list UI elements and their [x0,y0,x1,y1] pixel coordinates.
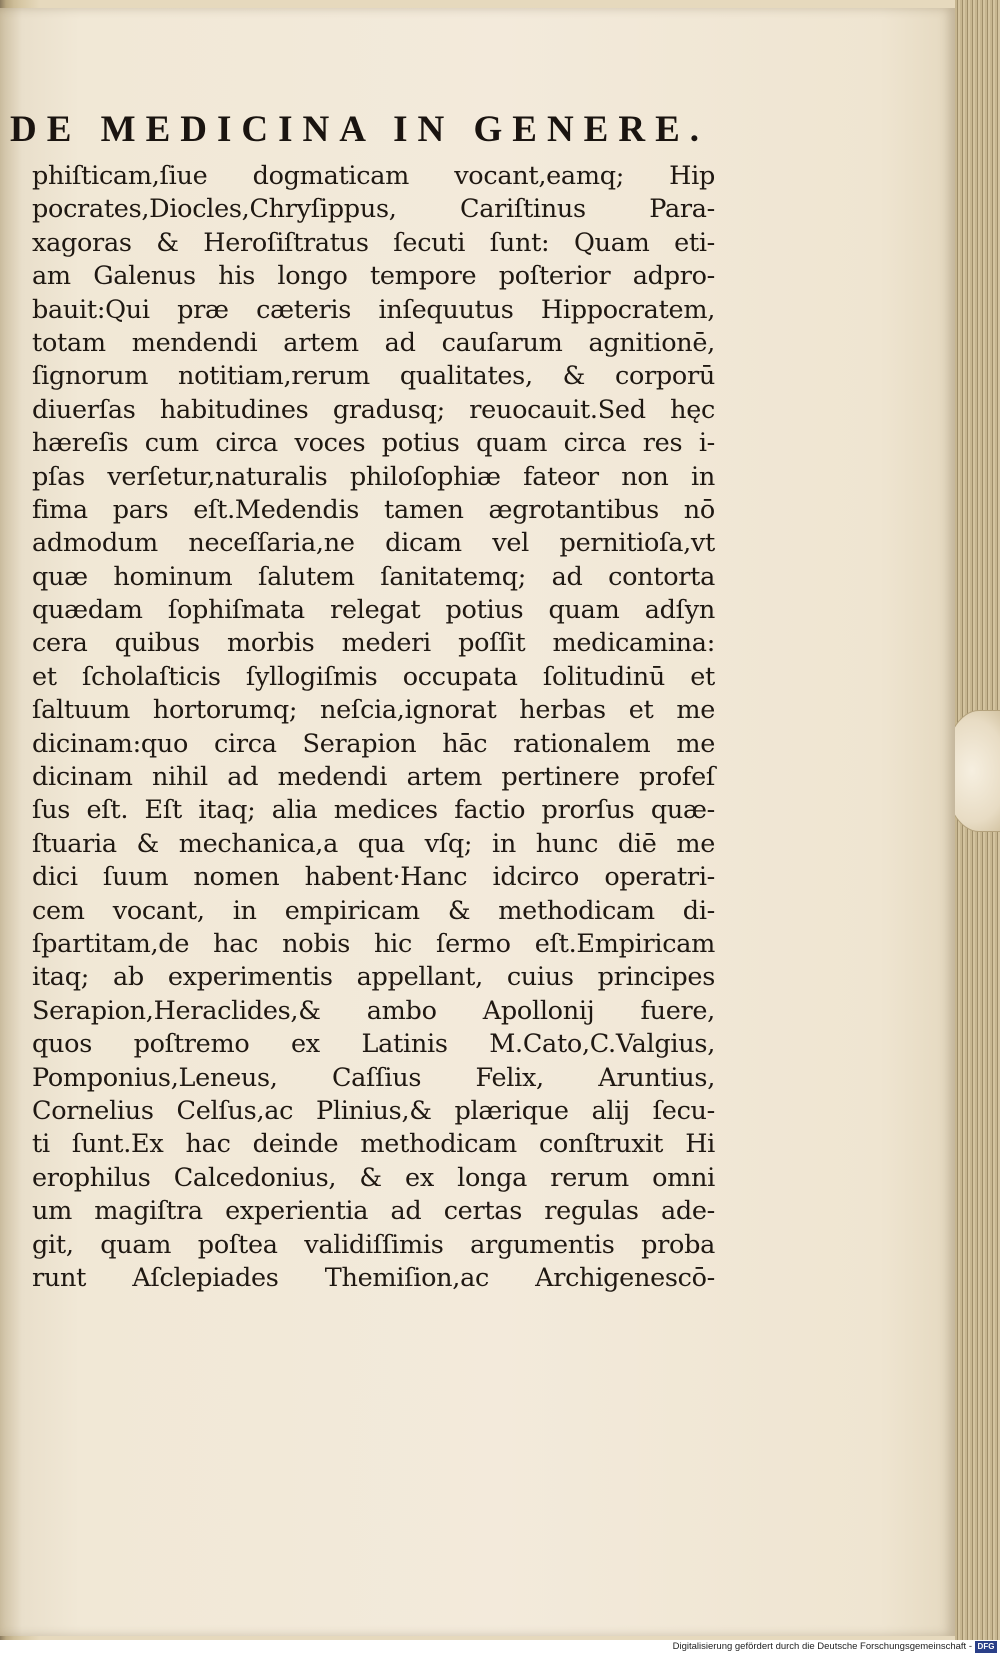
text-line: admodum neceſſaria,ne dicam vel pernitioſa,vt [32,528,715,559]
text-line: cem vocant, in empiricam & methodicam di- [32,895,715,926]
text-line: ſtuaria & mechanica,a qua vſq; in hunc diē me [32,828,715,859]
text-line: ſaltuum hortorumq; neſcia,ignorat herbas et me [32,695,715,726]
text-line: diuerſas habitudines gradusq; reuocauit.Sed hęc [32,394,715,425]
text-line: pſas verſetur,naturalis philoſophiæ fateor non in [32,461,715,492]
text-line: ti ſunt.Ex hac deinde methodicam conſtruxit Hi [32,1129,715,1160]
text-lines [10,160,745,1295]
text-line: pocrates,Diocles,Chryſippus, Cariſtinus Para- [32,194,715,225]
text-line: hæreſis cum circa voces potius quam circa res i- [32,428,715,459]
text-line: runt Aſclepiades Themiſion,ac Archigenescō- [32,1262,715,1293]
text-line: dicinam:quo circa Serapion hāc rationalem me [32,728,715,759]
text-line: dici ſuum nomen habent·Hanc idcirco operatri- [32,862,715,893]
dfg-logo: DFG [975,1641,997,1653]
text-line: et ſcholaſticis ſyllogiſmis occupata ſolitudinū et [32,661,715,692]
text-line: fima pars eſt.Medendis tamen ægrotantibus nō [32,494,715,525]
text-line: ſus eſt. Eſt itaq; alia medices factio prorſus quæ- [32,795,715,826]
text-line: erophilus Calcedonius, & ex longa rerum omni [32,1162,715,1193]
text-line: totam mendendi artem ad cauſarum agnitionē, [32,327,715,358]
text-line: quos poſtremo ex Latinis M.Cato,C.Valgius, [32,1029,715,1060]
text-line: quæ hominum ſalutem ſanitatemq; ad contorta [32,561,715,592]
text-line: am Galenus his longo tempore poſterior adpro- [32,261,715,292]
text-line: cera quibus morbis mederi poſſit medicamina: [32,628,715,659]
digitization-credit: Digitalisierung gefördert durch die Deutsche Forschungsgemeinschaft - [672,1641,972,1652]
text-line: Pomponius,Leneus, Caſſius Felix, Aruntius, [32,1062,715,1093]
text-line: phiſticam,ſiue dogmaticam vocant,eamq; Hip [32,161,715,191]
text-line: dicinam nihil ad medendi artem pertinere profeſ [32,762,715,793]
text-line: quædam ſophiſmata relegat potius quam adſyn [32,595,715,626]
text-line: Serapion,Heraclides,& ambo Apollonij fuere, [32,995,715,1026]
text-line: Cornelius Celſus,ac Plinius,& plærique alij ſecu- [32,1095,715,1126]
text-line: xagoras & Heroſiſtratus ſecuti ſunt: Quam eti- [32,227,715,258]
text-line: itaq; ab experimentis appellant, cuius principes [32,962,715,993]
text-line: um magiſtra experientia ad certas regulas ade- [32,1196,715,1227]
text-line: ſignorum notitiam,rerum qualitates, & corporū [32,361,715,392]
page-text [10,100,745,1295]
text-line: ſpartitam,de hac nobis hic ſermo eſt.Empiricam [32,928,715,959]
text-line: git, quam poſtea validiſſimis argumentis proba [32,1229,715,1260]
text-line: bauit:Qui præ cæteris inſequutus Hippocratem, [32,294,715,325]
running-head: DE MEDICINA IN GENERE. [10,109,710,150]
